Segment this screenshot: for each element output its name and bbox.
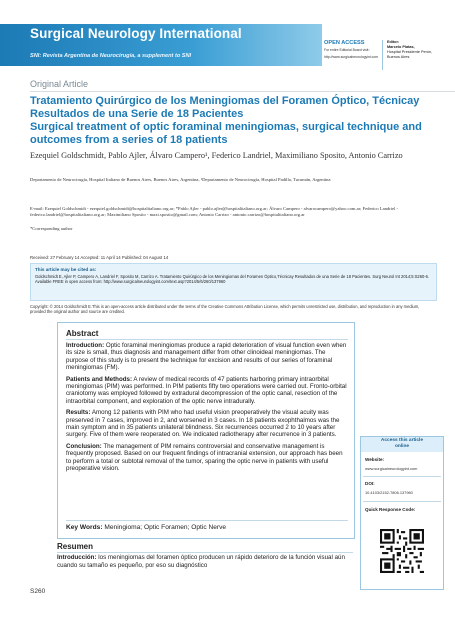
citation-box [30,263,437,301]
qr-code-icon[interactable] [380,529,424,573]
citation-text [35,274,431,285]
affiliations: Departamento de Neurocirugía, Hospital Italiano de Buenos Aires, Buenos Aires, Argentina, ¹Departamento de Neurocirugía, Hospital Padilla, Tucumán, Argentina [30,177,331,182]
resumen-divider [57,552,353,553]
title-spanish: Tratamiento Quirúrgico de los Meningiomas del Foramen Óptico, Técnicay Resultados de una Serie de 18 Pacientes [30,95,420,120]
author-list: Ezequiel Goldschmidt, Pablo Ajler, Álvaro Campero¹, Federico Landriel, Maximiliano Sposito, Antonio Carrizo [30,151,403,160]
abstract-introduction: Introduction: Optic foraminal meningiomas produce a rapid deterioration of visual function even when its size is small, thus diagnosis and management differ from other clinoideal meningiomas. The purpose of this study is to present the technique for excision and results of our series of foraminal meningiomas (FM). [66,342,347,372]
article-title [30,95,440,147]
journal-subtitle: SNI: Revista Argentina de Neurocirugía, a supplement to SNI [30,53,192,59]
title-english: Surgical treatment of optic foraminal meningiomas, surgical technique and outcomes from a series of 18 patients [30,121,422,146]
resumen-body [57,554,353,569]
citation-heading: This article may be cited as: [35,267,97,272]
abstract-body [66,342,348,477]
qr-label: Quick Response Code: [365,507,416,512]
editorial-board-text: For entire Editorial Board visit : [324,48,371,52]
corresponding-author-note: *Corresponding author [30,226,73,231]
sidebar-heading: Access this article online [361,437,443,452]
resumen-intro-text: los meningiomas del foramen óptico producen un rápido deterioro de la función visual aún cuando su tamaño es pequeño, por eso su diagnóstico [57,554,345,569]
journal-title: Surgical Neurology International [30,26,242,41]
page-number: S260 [30,588,46,595]
open-access-box [324,40,380,70]
resumen-heading: Resumen [57,542,94,551]
website-link[interactable]: www.surgicalneurologyint.com [365,466,418,471]
open-access-label: OPEN ACCESS [324,40,365,46]
abstract-heading: Abstract [66,329,99,338]
abstract-conclusion: Conclusion: The management of PIM remains controversial and conservative management is frequently proposed. Based on our frequent findings of intracranial extension, our approach has been to perform a total or subtotal removal of the tumor, sparing the optic nerve in patients with useful preoperative vision. [66,442,343,473]
journal-header [0,0,455,78]
keywords: Key Words: Meningioma; Optic Foramen; Optic Nerve [66,520,348,531]
copyright-notice: Copyright: © 2014 Goldschmidt E.This is an open-access article distributed under the terms of the Creative Commons Attribution License, which permits unrestricted use, distribution, and reproduction in any medium, provided the original author and source are credited. [30,304,420,315]
editor-hospital: Hospital Presidente Perón, [387,50,433,54]
publication-dates: Received: 27 February 14 Accepted: 11 April 14 Published: 04 August 14 [30,255,169,260]
author-emails: E-mail: Ezequiel Goldschmidt - ezequiel.goldschmidt@hospitalitaliano.org.ar; *Pablo Ajler - pablo.ajler@hospitalitaliano.org.ar; Álvaro Campero - alvarocampero@yahoo.com.ar; Federico Landriel - federico.landriel@hospitalitaliano.org.ar; Maximiliano Sposito - maxi.sposito@gmail.com; Antonio Carrizo - antonio.carrizo@hospitalitaliano.org.ar [30,206,399,218]
sidebar-divider [363,501,441,502]
abstract-results: Results: Among 12 patients with PIM who had useful vision preoperatively the visual acuity was preserved in 7 cases, improved in 2, and worsened in 3 cases. In 18 patients exophthalmos was the main symptom and in 35 patients unilateral blindness. Six recurrences occurred 2 to 10 years after surgery. Five of them were reoperated on. We indicated radiotherapy after recurrence in 3 patients. [66,409,340,439]
access-sidebar [360,436,444,590]
citation-url[interactable]: Available FREE in open access from: http://www.surgicalneurologyint.com/text.asp?2014/5/6/260/137960 [35,279,226,285]
editor-name: Marcelo Platas, [387,45,415,49]
article-type: Original Article [30,79,89,89]
citation-reference: Goldschmidt E, Ajler P, Campero A, Landriel F, Sposito M, Carrizo A. Tratamiento Quirúrgico de los Meningiomas del Foramen Óptico,Técnicay Resultados de una Serie de 18 Pacientes. Surg Neurol Int 2014;5:S260-6. [35,274,430,279]
editor-box [382,40,453,70]
doi-value[interactable]: 10.4103/2152-7806.137960 [365,490,413,495]
sidebar-divider [363,476,441,477]
doi-label: DOI: [365,481,375,486]
editorial-board-link[interactable]: http://www.surgicalneurologyint.com [324,54,379,59]
editor-city: Buenos Aires [387,55,410,59]
editor-label: Editor: [387,40,400,44]
abstract-box [57,322,355,539]
website-label: Website: [365,457,385,462]
divider [30,91,455,92]
abstract-methods: Patients and Methods: A review of medical records of 47 patients harboring primary intraorbital meningiomas (PIM) was performed. In PIM patients fifty two operations were carried out. Fronto-orbital craniotomy was employed followed by extradural decompression of the optic canal, resection of the intraorbital component, and exploration of the optic nerve intradurally. [66,375,347,405]
abstract-divider [66,339,348,340]
resumen-intro-label: Introducción: [57,554,97,561]
